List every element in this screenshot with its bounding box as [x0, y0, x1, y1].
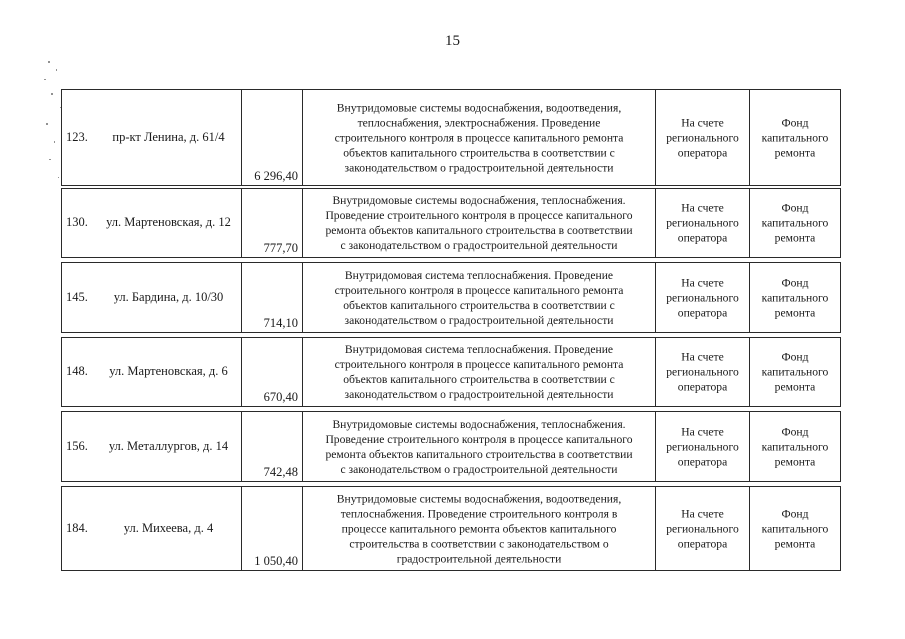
table-row	[61, 486, 841, 571]
row-account: На счете регионального оператора	[666, 507, 739, 550]
row-cost: 777,70	[263, 241, 298, 255]
table-row	[61, 411, 841, 482]
row-address: ул. Михеева, д. 4	[123, 520, 214, 535]
row-fund: Фонд капитального ремонта	[761, 507, 829, 550]
row-address: ул. Мартеновская, д. 6	[109, 364, 228, 378]
row-number: 123.	[66, 129, 88, 144]
row-cost: 6 296,40	[254, 169, 298, 183]
row-fund: Фонд капитального ремонта	[761, 201, 829, 245]
row-address: ул. Бардина, д. 10/30	[113, 289, 224, 304]
table-row	[61, 89, 841, 186]
row-work-description: Внутридомовые системы водоснабжения, теплоснабжения. Проведение строительного контроля в процессе капитального ремонта объектов капитального строительства в соответствии с законодательством о градостроительной деятельности	[325, 417, 633, 476]
row-work-description: Внутридомовая система теплоснабжения. Проведение строительного контроля в процессе капитального ремонта объектов капитального строительства в соответствии с законодательством о градостроительной деятельности	[334, 343, 624, 401]
row-cost: 714,10	[263, 316, 298, 330]
row-work-description: Внутридомовая система теплоснабжения. Проведение строительного контроля в процессе капитального ремонта объектов капитального строительства в соответствии с законодательством о градостроительной деятельности	[334, 268, 624, 327]
table-row	[61, 188, 841, 258]
row-fund: Фонд капитального ремонта	[761, 425, 829, 468]
row-cost: 1 050,40	[254, 554, 298, 568]
row-number: 156.	[66, 438, 88, 453]
row-address: ул. Мартеновская, д. 12	[106, 215, 231, 229]
row-work-description: Внутридомовые системы водоснабжения, водоотведения, теплоснабжения, электроснабжения. Проведение строительного контроля в процессе капитального ремонта объектов капитального строительства в соответствии с законодательством о градостроительной деятельности	[334, 101, 624, 174]
row-cost: 670,40	[263, 390, 298, 404]
row-address: пр-кт Ленина, д. 61/4	[112, 129, 225, 144]
row-work-description: Внутридомовые системы водоснабжения, теплоснабжения. Проведение строительного контроля в процессе капитального ремонта объектов капитального строительства в соответствии с законодательством о градостроительной деятельности	[325, 194, 633, 252]
row-number: 184.	[66, 520, 88, 535]
row-account: На счете регионального оператора	[666, 201, 739, 245]
row-fund: Фонд капитального ремонта	[761, 350, 829, 394]
row-number: 130.	[66, 215, 88, 229]
row-fund: Фонд капитального ремонта	[761, 276, 829, 319]
row-cost: 742,48	[263, 465, 298, 479]
row-account: На счете регионального оператора	[666, 425, 739, 468]
row-work-description: Внутридомовые системы водоснабжения, водоотведения, теплоснабжения. Проведение строительного контроля в процессе капитального ремонта объектов капитального строительства в соответствии с законодательством о градостроительной деятельности	[336, 492, 622, 565]
table-row	[61, 337, 841, 407]
row-fund: Фонд капитального ремонта	[761, 116, 829, 159]
row-number: 145.	[66, 289, 88, 304]
row-account: На счете регионального оператора	[666, 276, 739, 319]
row-account: На счете регионального оператора	[666, 116, 739, 159]
table-row	[61, 262, 841, 333]
row-address: ул. Металлургов, д. 14	[108, 438, 229, 453]
row-number: 148.	[66, 364, 88, 378]
page-number: 15	[445, 33, 460, 49]
row-account: На счете регионального оператора	[666, 350, 739, 394]
